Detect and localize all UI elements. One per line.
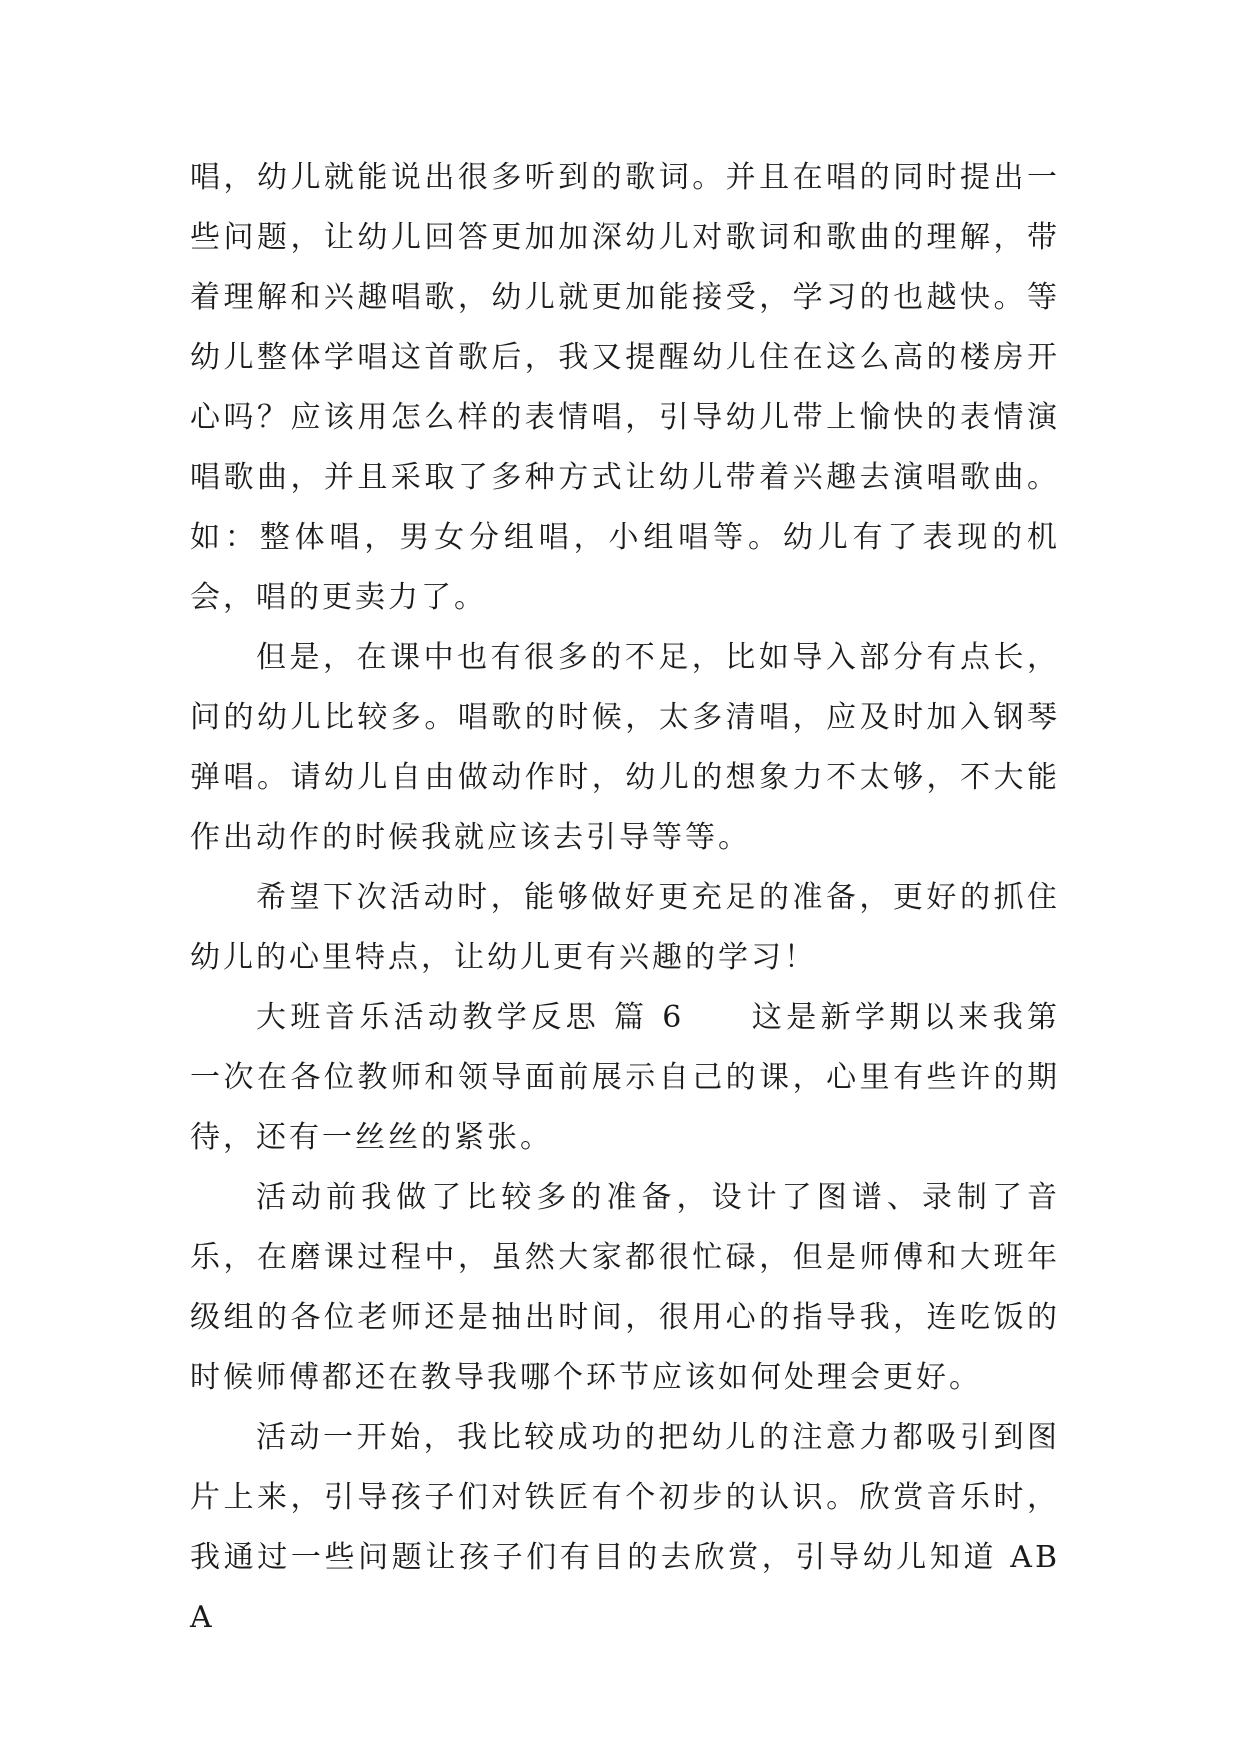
paragraph-4 [190, 988, 1060, 1168]
paragraph-2: 但是，在课中也有很多的不足，比如导入部分有点长，问的幼儿比较多。唱歌的时候，太多清唱，应及时加入钢琴弹唱。请幼儿自由做动作时，幼儿的想象力不太够，不大能作出动作的时候我就应该去引导等等。 [190, 640, 1060, 855]
paragraph-4-text: 这是新学期以来我第一次在各位教师和领导面前展示自己的课，心里有些许的期待，还有一丝丝的紧张。 [190, 1000, 1061, 1155]
paragraph-5: 活动前我做了比较多的准备，设计了图谱、录制了音乐，在磨课过程中，虽然大家都很忙碌，但是师傅和大班年级组的各位老师还是抽出时间，很用心的指导我，连吃饭的时候师傅都还在教导我哪个环节应该如何处理会更好。 [190, 1180, 1060, 1395]
section-heading: 大班音乐活动教学反思 篇 6 [256, 1000, 685, 1035]
document-body [190, 148, 1060, 1648]
paragraph-6: 活动一开始，我比较成功的把幼儿的注意力都吸引到图片上来，引导孩子们对铁匠有个初步的认识。欣赏音乐时，我通过一些问题让孩子们有目的去欣赏，引导幼儿知道 ABA [190, 1420, 1060, 1635]
paragraph-3: 希望下次活动时，能够做好更充足的准备，更好的抓住幼儿的心里特点，让幼儿更有兴趣的学习！ [190, 880, 1060, 975]
paragraph-1: 唱，幼儿就能说出很多听到的歌词。并且在唱的同时提出一些问题，让幼儿回答更加加深幼儿对歌词和歌曲的理解，带着理解和兴趣唱歌，幼儿就更加能接受，学习的也越快。等幼儿整体学唱这首歌后，我又提醒幼儿住在这么高的楼房开心吗？应该用怎么样的表情唱，引导幼儿带上愉快的表情演唱歌曲，并且采取了多种方式让幼儿带着兴趣去演唱歌曲。如：整体唱，男女分组唱，小组唱等。幼儿有了表现的机会，唱的更卖力了。 [190, 160, 1060, 615]
